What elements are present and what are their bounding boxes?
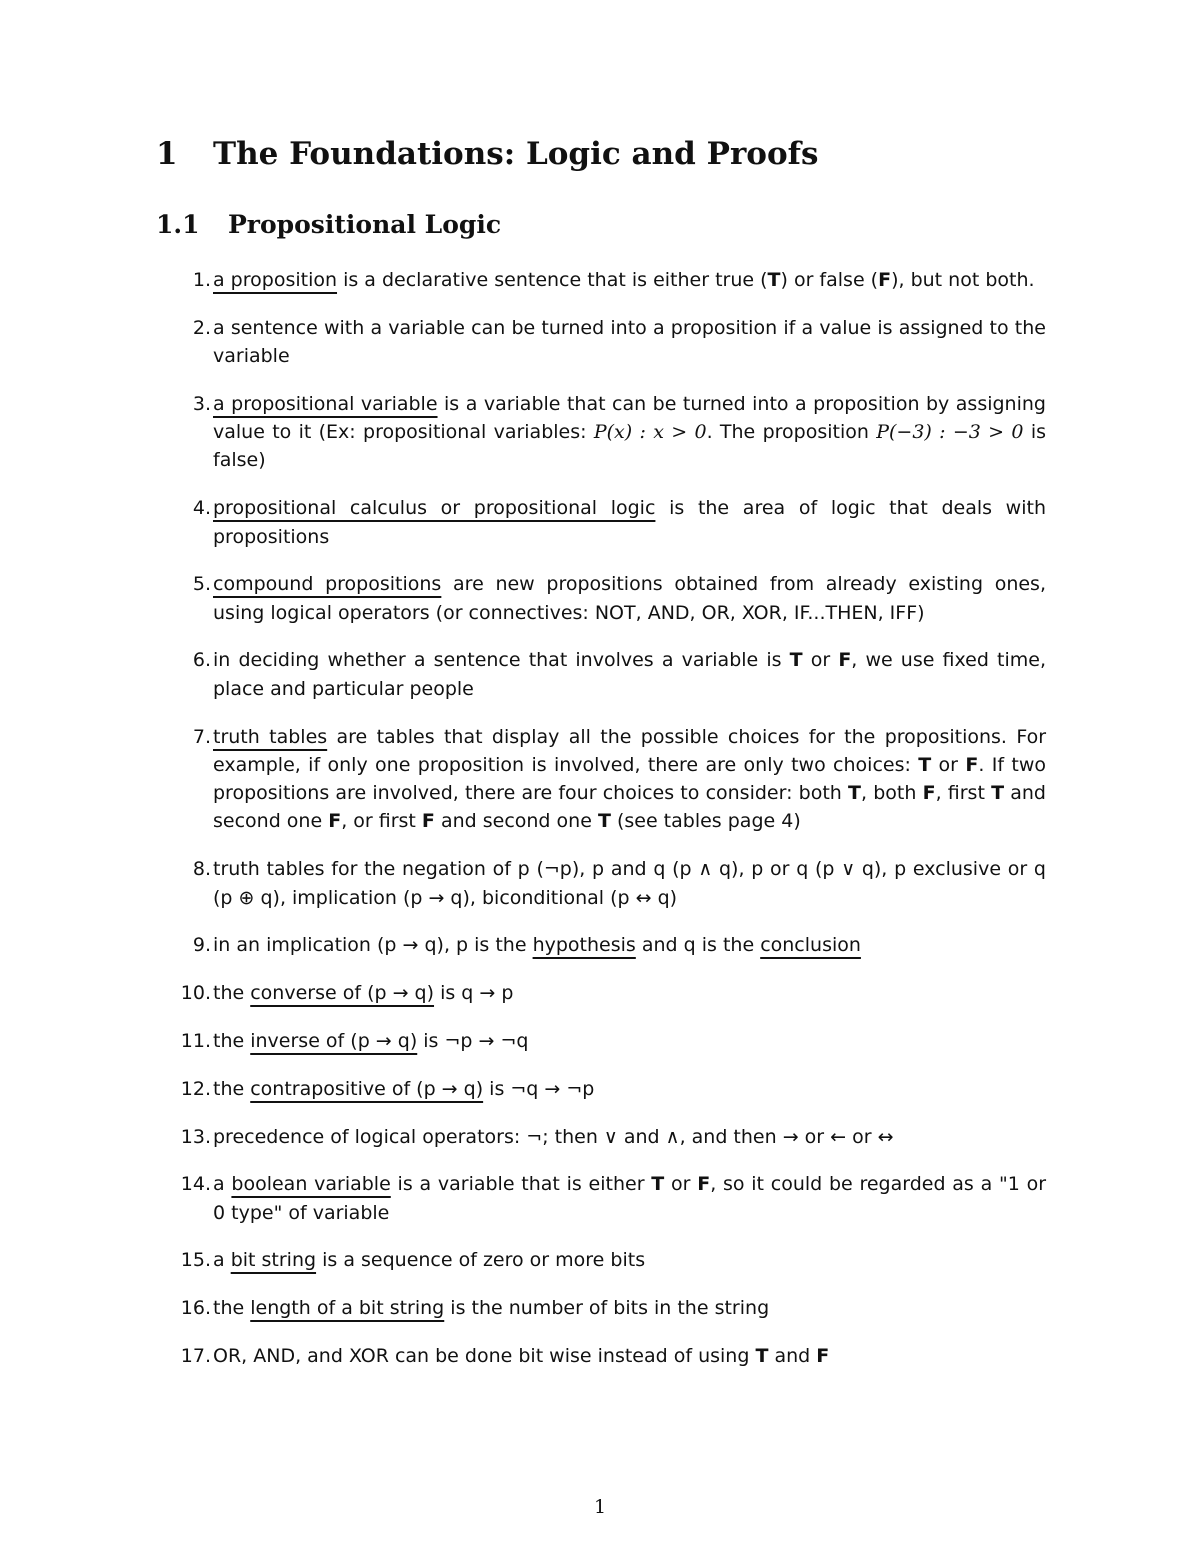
- list-item-16: 16. the length of a bit string is the number of bits in the string: [156, 1294, 1046, 1322]
- term-propositional-calculus: propositional calculus or propositional logic: [213, 497, 656, 520]
- term-propositional-variable: a propositional variable: [213, 392, 438, 415]
- item-number: 12.: [180, 1077, 211, 1100]
- list-item-11: 11. the inverse of (p → q) is ¬p → ¬q: [156, 1027, 1046, 1055]
- item-number: 14.: [180, 1173, 211, 1196]
- list-item-8: 8. truth tables for the negation of p (¬p), p and q (p ∧ q), p or q (p ∨ q), p exclusive or q (p ⊕ q), implication (p → q), biconditional (p ↔ q): [156, 855, 1046, 912]
- list-item-1: 1. a proposition is a declarative sentence that is either true (T) or false (F), but not both.: [156, 266, 1046, 294]
- term-converse: converse of (p → q): [250, 982, 435, 1005]
- math-expression: P(−3) : −3 > 0: [876, 421, 1024, 444]
- list-item-6: 6. in deciding whether a sentence that involves a variable is T or F, we use fixed time, place and particular people: [156, 646, 1046, 703]
- term-inverse: inverse of (p → q): [250, 1029, 418, 1052]
- item-number: 17.: [180, 1345, 211, 1368]
- list-item-17: 17. OR, AND, and XOR can be done bit wise instead of using T and F: [156, 1342, 1046, 1370]
- term-conclusion: conclusion: [760, 934, 861, 957]
- term-bit-string: bit string: [230, 1249, 317, 1272]
- item-number: 2.: [192, 316, 211, 339]
- item-number: 9.: [192, 934, 211, 957]
- term-hypothesis: hypothesis: [532, 934, 636, 957]
- section-title: The Foundations: Logic and Proofs: [213, 136, 819, 172]
- item-number: 7.: [192, 725, 211, 748]
- list-item-15: 15. a bit string is a sequence of zero or more bits: [156, 1246, 1046, 1274]
- list-item-3: 3. a propositional variable is a variable that can be turned into a proposition by assigning value to it (Ex: propositional variables: P(x) : x > 0. The proposition P(−3) : −3 > 0 is false): [156, 390, 1046, 475]
- item-number: 3.: [192, 392, 211, 415]
- list-item-9: 9. in an implication (p → q), p is the hypothesis and q is the conclusion: [156, 931, 1046, 959]
- subsection-title: Propositional Logic: [228, 210, 502, 239]
- term-compound-propositions: compound propositions: [213, 573, 442, 596]
- list-item-7: 7. truth tables are tables that display all the possible choices for the propositions. For example, if only one proposition is involved, there are only two choices: T or F. If two propositions are involved, there are four choices to consider: both T, both F, first T and second one F, or first F and second one T (see tables page 4): [156, 723, 1046, 836]
- item-number: 13.: [180, 1125, 211, 1148]
- list-item-12: 12. the contrapositive of (p → q) is ¬q → ¬p: [156, 1075, 1046, 1103]
- item-number: 4.: [192, 497, 211, 520]
- math-expression: P(x) : x > 0: [593, 421, 707, 444]
- page-number: 1: [593, 1496, 607, 1518]
- list-item-5: 5. compound propositions are new propositions obtained from already existing ones, using logical operators (or connectives: NOT, AND, OR, XOR, IF...THEN, IFF): [156, 570, 1046, 627]
- subsection-number: 1.1: [156, 210, 200, 239]
- definition-list: [156, 266, 1046, 1390]
- term-proposition: a proposition: [213, 269, 338, 291]
- list-item-14: 14. a boolean variable is a variable that is either T or F, so it could be regarded as a "1 or 0 type" of variable: [156, 1170, 1046, 1227]
- subsection-heading: [156, 210, 501, 239]
- list-item-2: 2. a sentence with a variable can be turned into a proposition if a value is assigned to the variable: [156, 314, 1046, 371]
- section-number: 1: [156, 136, 178, 172]
- item-number: 16.: [180, 1297, 211, 1320]
- term-length-of-bit-string: length of a bit string: [250, 1297, 445, 1320]
- item-number: 6.: [192, 649, 211, 672]
- list-item-10: 10. the converse of (p → q) is q → p: [156, 979, 1046, 1007]
- list-item-4: 4. propositional calculus or propositional logic is the area of logic that deals with propositions: [156, 494, 1046, 551]
- item-number: 11.: [180, 1029, 211, 1052]
- item-number: 10.: [180, 982, 211, 1005]
- item-number: 5.: [192, 573, 211, 596]
- list-item-13: 13. precedence of logical operators: ¬; then ∨ and ∧, and then → or ← or ↔: [156, 1123, 1046, 1151]
- term-truth-tables: truth tables: [213, 725, 328, 748]
- term-contrapositive: contrapositive of (p → q): [250, 1077, 484, 1100]
- item-number: 8.: [192, 858, 211, 881]
- section-heading: [156, 136, 818, 172]
- item-number: 15.: [180, 1249, 211, 1272]
- term-boolean-variable: boolean variable: [231, 1173, 391, 1196]
- item-number: 1.: [192, 269, 211, 291]
